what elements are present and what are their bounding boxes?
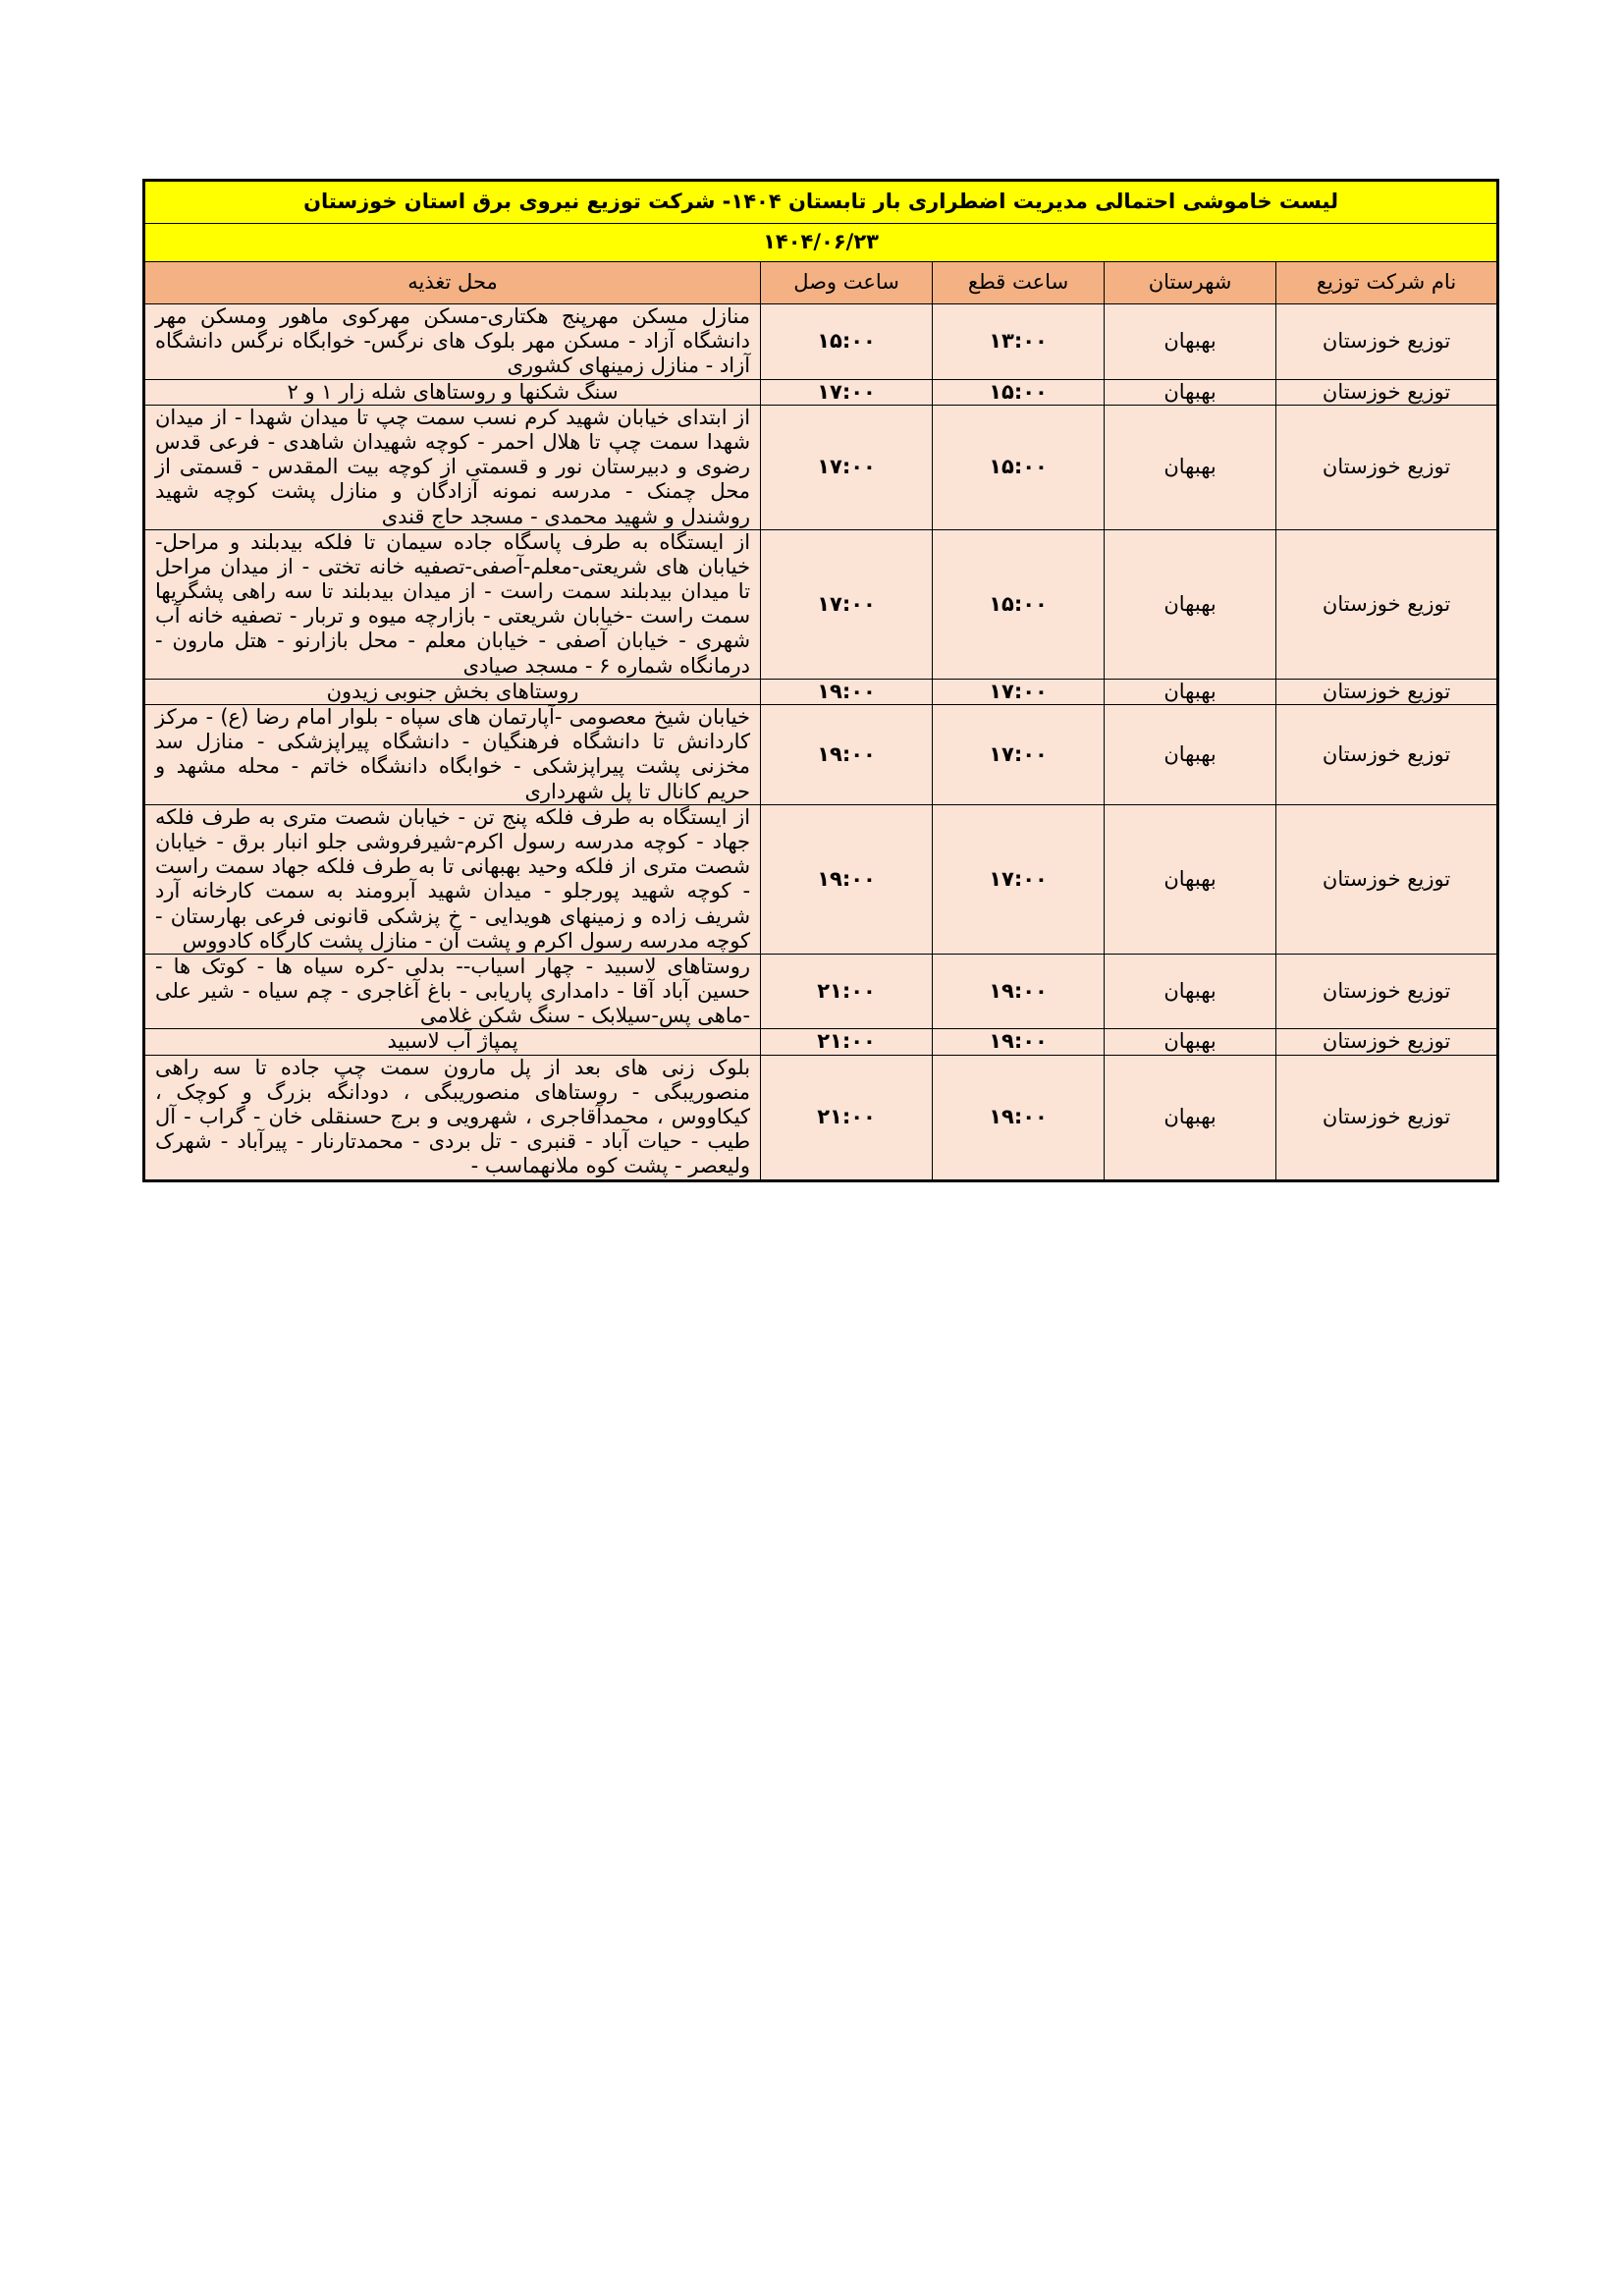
table-row bbox=[144, 529, 1498, 679]
county-cell: بهبهان bbox=[1105, 954, 1276, 1029]
reconnect-time-cell: ۱۹:۰۰ bbox=[761, 679, 933, 704]
reconnect-time-cell: ۱۹:۰۰ bbox=[761, 705, 933, 805]
company-cell: توزیع خوزستان bbox=[1276, 529, 1498, 679]
county-cell: بهبهان bbox=[1105, 804, 1276, 954]
table-row bbox=[144, 405, 1498, 529]
cut-time-cell: ۱۵:۰۰ bbox=[933, 529, 1105, 679]
area-cell: از ایستگاه به طرف پاسگاه جاده سیمان تا فلکه بیدبلند و مراحل- خیابان های شریعتی-معلم-آصفی-تصفیه خانه تختی - از میدان مراحل تا میدان بیدبلند سمت راست - از میدان بیدبلند تا سه راهی پشگریها سمت راست -خیابان شریعتی - بازارچه میوه و تربار - تصفیه خانه آب شهری - خیابان آصفی - خیابان معلم - محل بازارنو - هتل مارون - درمانگاه شماره ۶ - مسجد صیادی bbox=[144, 529, 761, 679]
cut-time-cell: ۱۳:۰۰ bbox=[933, 304, 1105, 380]
reconnect-time-cell: ۱۷:۰۰ bbox=[761, 379, 933, 405]
area-cell: منازل مسکن مهرپنج هکتاری-مسکن مهرکوی ماهور ومسکن مهر دانشگاه آزاد - مسکن مهر بلوک های نرگس- خوابگاه نرگس دانشگاه آزاد - منازل زمینهای کشوری bbox=[144, 304, 761, 380]
company-cell: توزیع خوزستان bbox=[1276, 804, 1498, 954]
cut-time-cell: ۱۵:۰۰ bbox=[933, 405, 1105, 529]
area-cell: روستاهای بخش جنوبی زیدون bbox=[144, 679, 761, 704]
reconnect-time-cell: ۲۱:۰۰ bbox=[761, 1029, 933, 1055]
county-cell: بهبهان bbox=[1105, 679, 1276, 704]
reconnect-time-cell: ۱۷:۰۰ bbox=[761, 529, 933, 679]
county-cell: بهبهان bbox=[1105, 1055, 1276, 1180]
company-cell: توزیع خوزستان bbox=[1276, 304, 1498, 380]
company-cell: توزیع خوزستان bbox=[1276, 405, 1498, 529]
reconnect-time-cell: ۲۱:۰۰ bbox=[761, 1055, 933, 1180]
company-cell: توزیع خوزستان bbox=[1276, 1055, 1498, 1180]
header-row bbox=[144, 262, 1498, 304]
schedule-date: ۱۴۰۴/۰۶/۲۳ bbox=[144, 224, 1498, 262]
cut-time-cell: ۱۹:۰۰ bbox=[933, 1029, 1105, 1055]
title-row bbox=[144, 181, 1498, 224]
cut-time-cell: ۱۹:۰۰ bbox=[933, 1055, 1105, 1180]
reconnect-time-cell: ۱۵:۰۰ bbox=[761, 304, 933, 380]
reconnect-time-cell: ۱۷:۰۰ bbox=[761, 405, 933, 529]
county-cell: بهبهان bbox=[1105, 705, 1276, 805]
table-row bbox=[144, 705, 1498, 805]
header-area: محل تغذیه bbox=[144, 262, 761, 304]
header-county: شهرستان bbox=[1105, 262, 1276, 304]
county-cell: بهبهان bbox=[1105, 529, 1276, 679]
reconnect-time-cell: ۱۹:۰۰ bbox=[761, 804, 933, 954]
table-row bbox=[144, 1029, 1498, 1055]
company-cell: توزیع خوزستان bbox=[1276, 1029, 1498, 1055]
table-row bbox=[144, 679, 1498, 704]
header-company: نام شرکت توزیع bbox=[1276, 262, 1498, 304]
cut-time-cell: ۱۷:۰۰ bbox=[933, 804, 1105, 954]
cut-time-cell: ۱۷:۰۰ bbox=[933, 705, 1105, 805]
table-row bbox=[144, 804, 1498, 954]
date-row bbox=[144, 224, 1498, 262]
document-title: لیست خاموشی احتمالی مدیریت اضطراری بار تابستان ۱۴۰۴- شرکت توزیع نیروی برق استان خوزستان bbox=[144, 181, 1498, 224]
header-reconnect-time: ساعت وصل bbox=[761, 262, 933, 304]
header-cut-time: ساعت قطع bbox=[933, 262, 1105, 304]
county-cell: بهبهان bbox=[1105, 304, 1276, 380]
county-cell: بهبهان bbox=[1105, 405, 1276, 529]
company-cell: توزیع خوزستان bbox=[1276, 954, 1498, 1029]
table-row bbox=[144, 954, 1498, 1029]
area-cell: سنگ شکنها و روستاهای شله زار ۱ و ۲ bbox=[144, 379, 761, 405]
area-cell: پمپاژ آب لاسبید bbox=[144, 1029, 761, 1055]
area-cell: از ایستگاه به طرف فلکه پنج تن - خیابان شصت متری به طرف فلکه جهاد - کوچه مدرسه رسول اکرم-شیرفروشی جلو انبار برق - خیابان شصت متری از فلکه وحید بهبهانی تا به طرف فلکه جهاد سمت راست - کوچه شهید پورجلو - میدان شهید آبرومند به سمت کارخانه آرد شریف زاده و زمینهای هویدایی - خ پزشکی قانونی فرعی بهارستان - کوچه مدرسه رسول اکرم و پشت آن - منازل پشت کارگاه کادووس bbox=[144, 804, 761, 954]
company-cell: توزیع خوزستان bbox=[1276, 705, 1498, 805]
cut-time-cell: ۱۷:۰۰ bbox=[933, 679, 1105, 704]
area-cell: روستاهای لاسبید - چهار اسیاب-- بدلی -کره سیاه ها - کوتک ها - حسین آباد آقا - دامداری پاریابی - باغ آغاجری - چم سیاه - شیر علی -ماهی پس-سیلابک - سنگ شکن غلامی bbox=[144, 954, 761, 1029]
county-cell: بهبهان bbox=[1105, 1029, 1276, 1055]
cut-time-cell: ۱۹:۰۰ bbox=[933, 954, 1105, 1029]
table-row bbox=[144, 379, 1498, 405]
blackout-schedule-table bbox=[142, 179, 1499, 1182]
cut-time-cell: ۱۵:۰۰ bbox=[933, 379, 1105, 405]
table-row bbox=[144, 1055, 1498, 1180]
table-row bbox=[144, 304, 1498, 380]
area-cell: از ابتدای خیابان شهید کرم نسب سمت چپ تا میدان شهدا - از میدان شهدا سمت چپ تا هلال احمر - کوچه شهیدان شاهدی - فرعی قدس رضوی و دبیرستان نور و قسمتی از کوچه بیت المقدس - قسمتی از محل چمنک - مدرسه نمونه آزادگان و منازل پشت کوچه شهید روشندل و شهید محمدی - مسجد حاج قندی bbox=[144, 405, 761, 529]
reconnect-time-cell: ۲۱:۰۰ bbox=[761, 954, 933, 1029]
county-cell: بهبهان bbox=[1105, 379, 1276, 405]
company-cell: توزیع خوزستان bbox=[1276, 679, 1498, 704]
company-cell: توزیع خوزستان bbox=[1276, 379, 1498, 405]
area-cell: خیابان شیخ معصومی -آپارتمان های سپاه - بلوار امام رضا (ع) - مرکز کاردانش تا دانشگاه فرهنگیان - دانشگاه پیراپزشکی - منازل سد مخزنی پشت پیراپزشکی - خوابگاه دانشگاه خاتم - محله مشهد و حریم کانال تا پل شهرداری bbox=[144, 705, 761, 805]
area-cell: بلوک زنی های بعد از پل مارون سمت چپ جاده تا سه راهی منصوریبگی - روستاهای منصوریبگی ، دودانگه بزرگ و کوچک ، کیکاووس ، محمدآقاجری ، شهرویی و برج حسنقلی خان - گراب - آل طیب - حیات آباد - قنبری - تل بردی - محمدتارنار - پیرآباد - شهرک ولیعصر - پشت کوه ملانهماسب - bbox=[144, 1055, 761, 1180]
